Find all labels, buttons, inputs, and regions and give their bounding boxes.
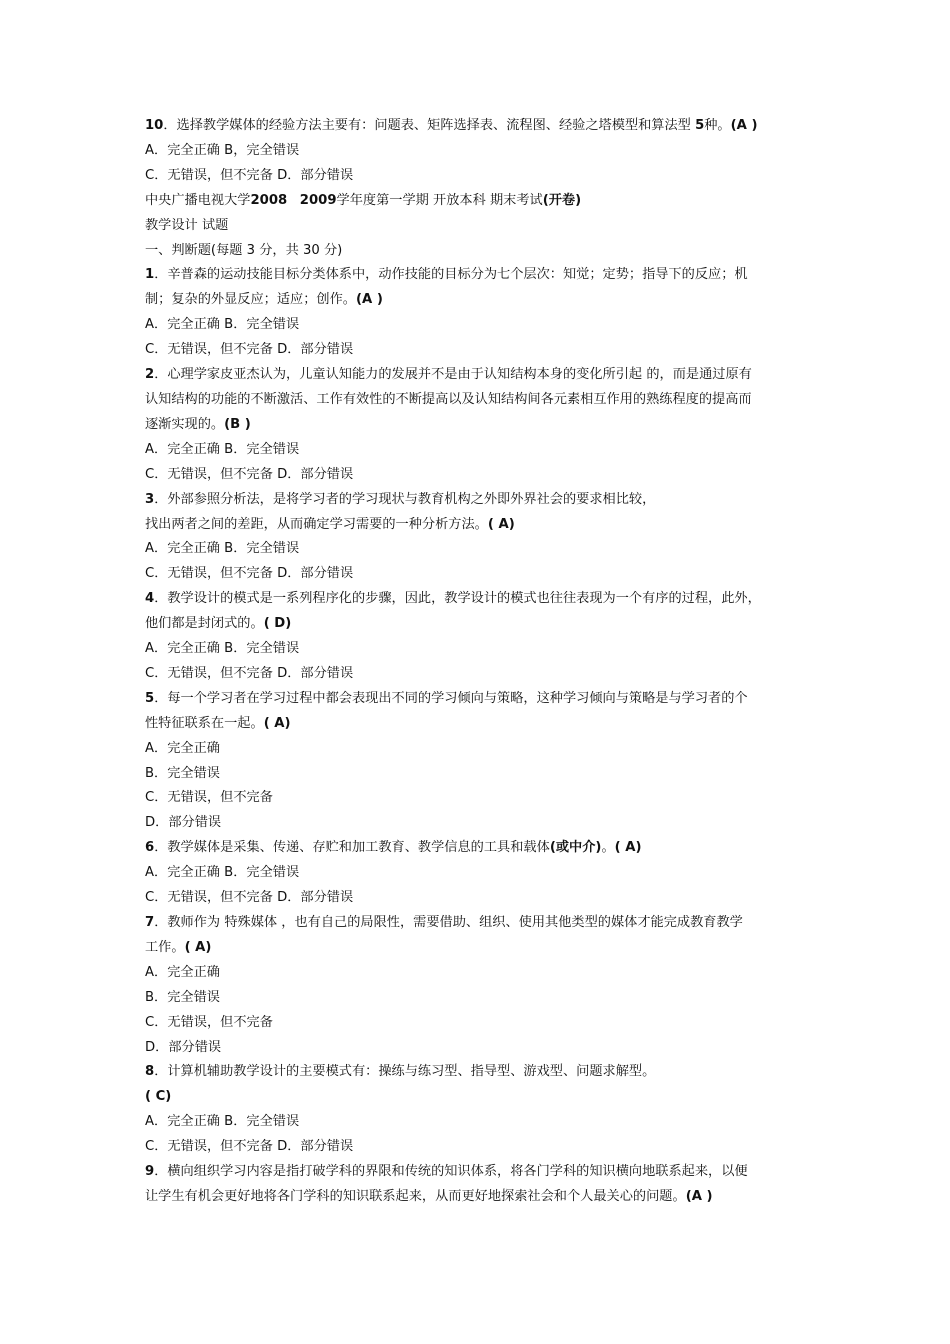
question-text: 让学生有机会更好地将各门学科的知识联系起来，从而更好地探索社会和个人最关心的问题。 <box>145 1188 686 1204</box>
question-8 <box>145 1060 810 1160</box>
question-number: 6 <box>145 840 155 856</box>
exam-header <box>145 189 810 214</box>
question-bold-number: 5 <box>695 118 705 133</box>
question-line <box>145 363 810 388</box>
question-line <box>145 413 810 438</box>
question-text: ．教学媒体是采集、传递、存贮和加工教育、教学信息的工具和载体 <box>154 840 550 856</box>
question-line <box>145 288 810 313</box>
question-3 <box>145 488 810 588</box>
question-line <box>145 1185 810 1210</box>
answer-key: (A ) <box>685 1188 713 1204</box>
option-line: A．完全正确 B．完全错误 <box>145 317 300 333</box>
answer-key: ( A) <box>184 939 212 955</box>
answer-key: ( C) <box>145 1089 172 1105</box>
question-number: 9 <box>145 1164 155 1180</box>
option-line: C．无错误，但不完备 D．部分错误 <box>145 167 354 183</box>
section-title: 一、判断题(每题 3 分，共 30 分) <box>145 242 343 258</box>
question-text: ．教学设计的模式是一系列程序化的步骤，因此，教学设计的模式也往往表现为一个有序的过程，此外， <box>154 591 761 607</box>
question-number: 4 <box>145 591 155 607</box>
question-text: ．计算机辅助教学设计的主要模式有：操练与练习型、指导型、游戏型、问题求解型。 <box>154 1064 656 1080</box>
question-text: 性特征联系在一起。 <box>145 715 264 731</box>
question-text: 找出两者之间的差距，从而确定学习需要的一种分析方法。 <box>145 516 488 532</box>
answer-key: ( D) <box>263 616 292 632</box>
question-paren: (或中介) <box>549 840 602 856</box>
question-text: ．每一个学习者在学习过程中都会表现出不同的学习倾向与策略，这种学习倾向与策略是与学习者的个 <box>154 690 748 706</box>
question-line <box>145 488 810 513</box>
question-1 <box>145 263 810 363</box>
question-tail: 种。 <box>704 118 731 133</box>
option-line: C．无错误，但不完备 <box>145 1014 273 1030</box>
question-text: ．选择教学媒体的经验方法主要有：问题表、矩阵选择表、流程图、经验之塔模型和算法型 <box>163 118 691 133</box>
course-title: 教学设计 试题 <box>145 217 229 233</box>
question-text: ．横向组织学习内容是指打破学科的界限和传统的知识体系，将各门学科的知识横向地联系起来，以便 <box>154 1164 748 1180</box>
year-end: 2009 <box>299 192 337 208</box>
question-text: 工作。 <box>145 939 185 955</box>
option-line: A．完全正确 B．完全错误 <box>145 541 300 557</box>
question-number: 5 <box>145 690 155 706</box>
option-line: B．完全错误 <box>145 765 220 781</box>
option-line: A．完全正确 B．完全错误 <box>145 641 300 657</box>
question-text: 他们都是封闭式的。 <box>145 616 264 632</box>
question-4 <box>145 587 810 687</box>
question-line: 认知结构的功能的不断激活、工作有效性的不断提高以及认知结构间各元素相互作用的熟练程度的提高而 <box>145 391 752 407</box>
option-line: A．完全正确 B．完全错误 <box>145 865 300 881</box>
option-line: D．部分错误 <box>145 815 222 831</box>
option-line: C．无错误，但不完备 D．部分错误 <box>145 566 354 582</box>
question-line <box>145 712 810 737</box>
question-line <box>145 1160 810 1185</box>
question-10 <box>145 114 810 139</box>
option-line: C．无错误，但不完备 D．部分错误 <box>145 665 354 681</box>
answer-key: ( A) <box>614 840 642 856</box>
answer-key: (B ) <box>224 416 251 432</box>
question-number: 1 <box>145 267 155 283</box>
option-line: D．部分错误 <box>145 1039 222 1055</box>
year-start: 2008 <box>250 192 288 208</box>
option-line: A．完全正确 <box>145 964 220 980</box>
question-number: 8 <box>145 1064 155 1080</box>
question-number: 7 <box>145 915 155 930</box>
question-number: 2 <box>145 367 155 383</box>
answer-key: (A ) <box>356 292 383 308</box>
option-line: A．完全正确 B．完全错误 <box>145 441 300 457</box>
exam-term: 学年度第一学期 开放本科 期末考试 <box>336 192 543 208</box>
option-line: C．无错误，但不完备 D．部分错误 <box>145 466 354 482</box>
answer-key: (A ) <box>730 118 758 133</box>
option-line: C．无错误，但不完备 D．部分错误 <box>145 890 354 906</box>
question-tail: 。 <box>601 840 615 856</box>
question-text: 制；复杂的外显反应；适应；创作。 <box>145 292 356 308</box>
option-line: A．完全正确 B．完全错误 <box>145 1114 300 1130</box>
question-9 <box>145 1160 810 1210</box>
question-6 <box>145 836 810 911</box>
option-line: A．完全正确 <box>145 740 220 756</box>
option-line: C．无错误，但不完备 <box>145 790 273 806</box>
university-name: 中央广播电视大学 <box>145 192 251 208</box>
question-text: ．心理学家皮亚杰认为，儿童认知能力的发展并不是由于认知结构本身的变化所引起 的，而是通过原有 <box>154 367 752 383</box>
question-number: 10 <box>145 118 164 133</box>
option-line: C．无错误，但不完备 D．部分错误 <box>145 1139 354 1155</box>
question-line <box>145 612 810 637</box>
question-number: 3 <box>145 491 155 507</box>
answer-key: ( A) <box>487 516 515 532</box>
question-line <box>145 263 810 288</box>
question-text: ．外部参照分析法，是将学习者的学习现状与教育机构之外即外界社会的要求相比较， <box>154 491 656 507</box>
question-line <box>145 911 810 936</box>
answer-key: ( A) <box>263 715 291 731</box>
question-line <box>145 836 810 861</box>
option-line: A．完全正确 B，完全错误 <box>145 142 300 158</box>
exam-type: (开卷) <box>542 192 582 208</box>
question-2 <box>145 363 810 488</box>
question-text: 逐渐实现的。 <box>145 416 225 432</box>
question-line <box>145 587 810 612</box>
option-line: C．无错误，但不完备 D．部分错误 <box>145 342 354 358</box>
question-text: ．教师作为 特殊媒体 ，也有自己的局限性，需要借助、组织、使用其他类型的媒体才能完成教育教学 <box>154 915 743 930</box>
question-line <box>145 936 810 961</box>
question-5 <box>145 687 810 836</box>
document-page <box>145 114 810 1210</box>
question-line <box>145 1060 810 1085</box>
question-line <box>145 687 810 712</box>
option-line: B．完全错误 <box>145 989 220 1005</box>
question-7 <box>145 911 810 1060</box>
question-line <box>145 513 810 538</box>
question-text: ．辛普森的运动技能目标分类体系中，动作技能的目标分为七个层次：知觉；定势；指导下的反应；机 <box>154 267 748 283</box>
